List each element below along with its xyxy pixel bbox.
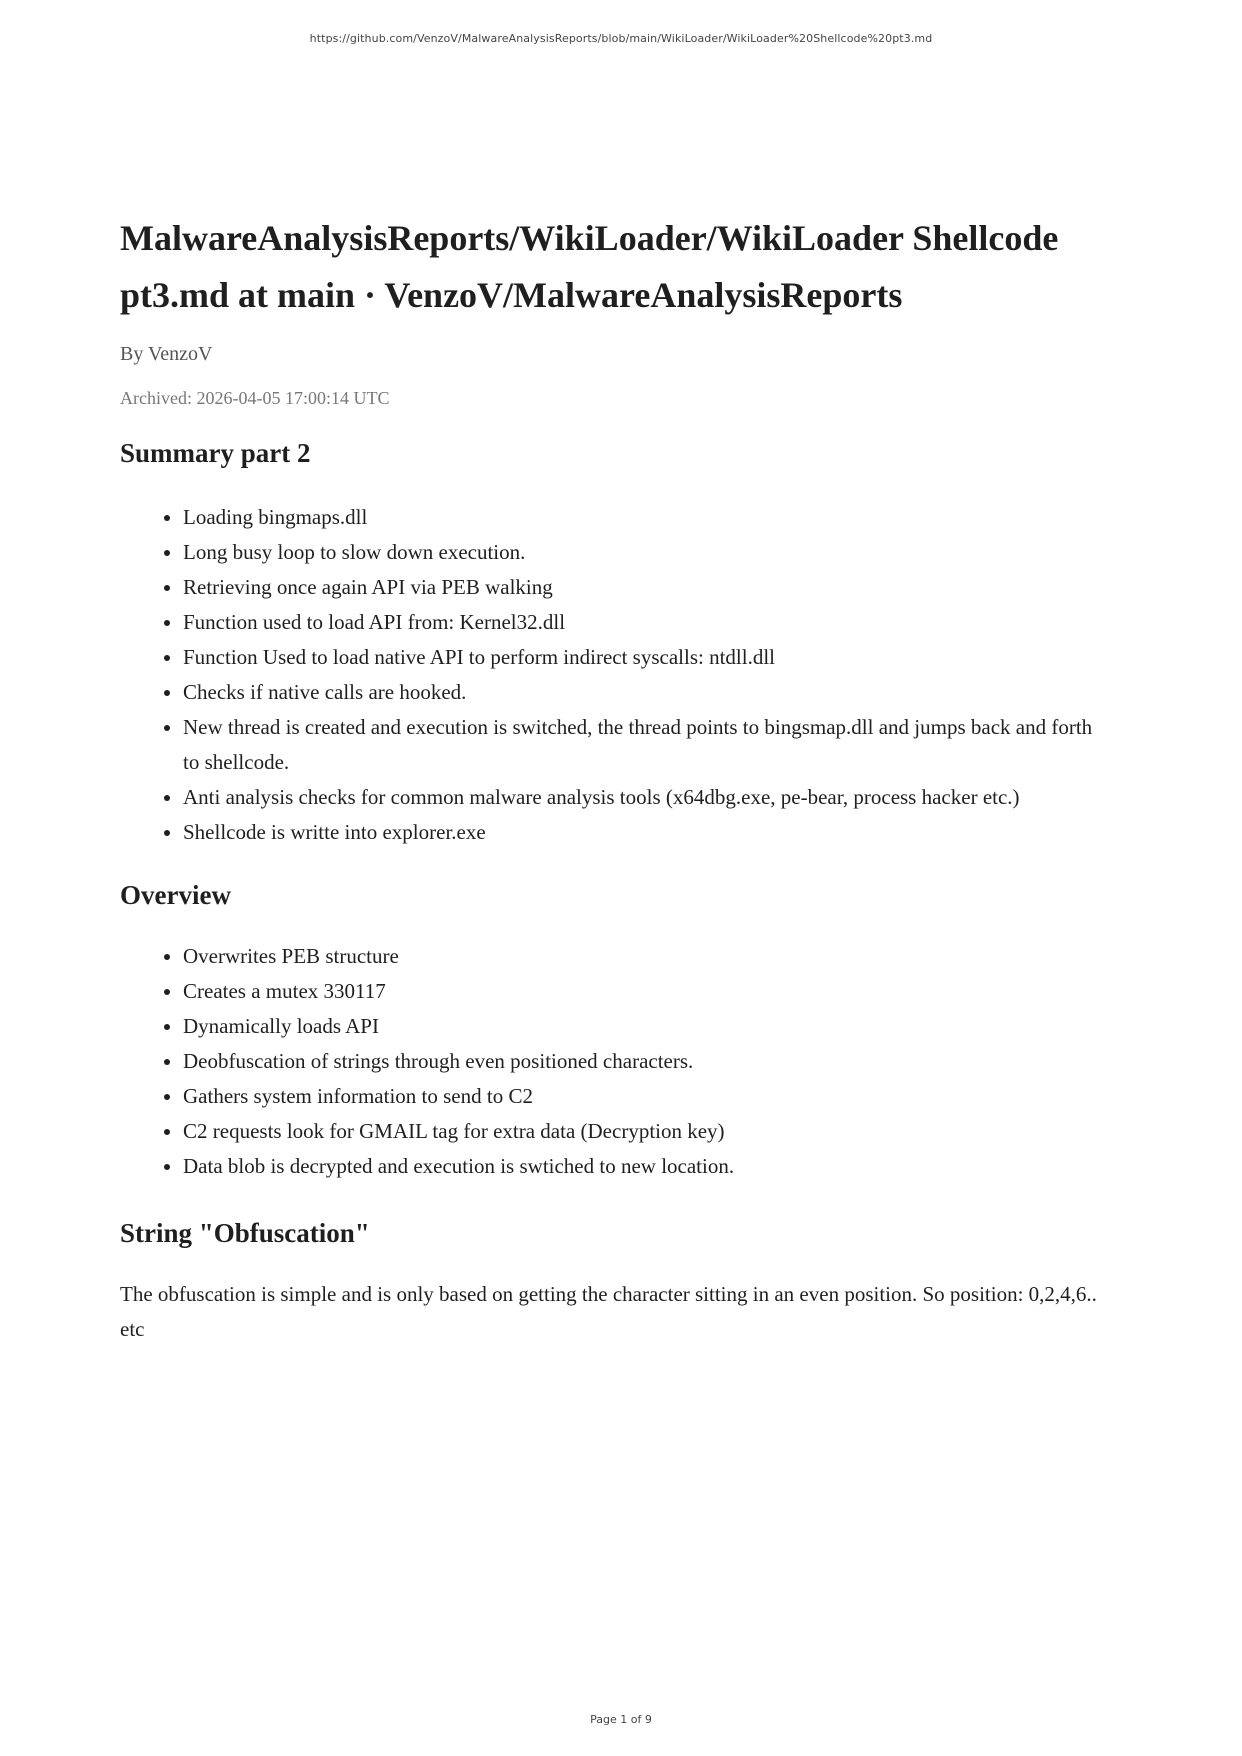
list-item: • Function used to load API from: Kernel32.dll — [183, 605, 1100, 640]
page-number: Page 1 of 9 — [590, 1713, 652, 1726]
string-obfuscation-heading: String "Obfuscation" — [120, 1218, 370, 1248]
list-item: • Loading bingmaps.dll — [183, 500, 1100, 535]
overview-heading: Overview — [120, 880, 231, 910]
list-item: • C2 requests look for GMAIL tag for extra data (Decryption key) — [183, 1114, 1100, 1149]
list-item: • Long busy loop to slow down execution. — [183, 535, 1100, 570]
list-item: • Overwrites PEB structure — [183, 939, 1100, 974]
list-item: • Retrieving once again API via PEB walking — [183, 570, 1100, 605]
source-url: https://github.com/VenzoV/MalwareAnalysisReports/blob/main/WikiLoader/WikiLoader%20Shellcode%20pt3.md — [309, 32, 933, 45]
list-item: • Dynamically loads API — [183, 1009, 1100, 1044]
list-item: • Creates a mutex 330117 — [183, 974, 1100, 1009]
list-item: • Checks if native calls are hooked. — [183, 675, 1100, 710]
list-item: • Function Used to load native API to perform indirect syscalls: ntdll.dll — [183, 640, 1100, 675]
article-content — [120, 210, 1100, 1368]
summary-list — [120, 500, 1100, 850]
string-obfuscation-paragraph: The obfuscation is simple and is only based on getting the character sitting in an even position. So position: 0,2,4,6.. etc — [120, 1282, 1097, 1341]
list-item: • Shellcode is writte into explorer.exe — [183, 815, 1100, 850]
list-item: • Deobfuscation of strings through even positioned characters. — [183, 1044, 1100, 1079]
overview-list — [120, 939, 1100, 1184]
list-item: • Data blob is decrypted and execution is swtiched to new location. — [183, 1149, 1100, 1184]
archived-timestamp: Archived: 2026-04-05 17:00:14 UTC — [120, 388, 390, 408]
author-byline: By VenzoV — [120, 343, 213, 365]
list-item: • Anti analysis checks for common malware analysis tools (x64dbg.exe, pe-bear, process hacker etc.) — [183, 780, 1100, 815]
page-title: MalwareAnalysisReports/WikiLoader/WikiLoader Shellcode pt3.md at main · VenzoV/MalwareAnalysisReports — [120, 218, 1059, 315]
summary-heading: Summary part 2 — [120, 438, 311, 468]
list-item: • New thread is created and execution is switched, the thread points to bingsmap.dll and jumps back and forth to shellcode. — [183, 710, 1100, 780]
list-item: • Gathers system information to send to C2 — [183, 1079, 1100, 1114]
